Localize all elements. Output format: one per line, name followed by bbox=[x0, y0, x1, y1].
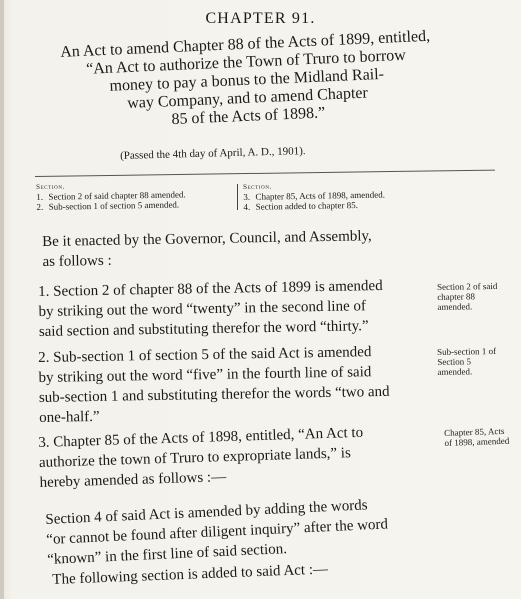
chapter-title: CHAPTER 91. bbox=[205, 10, 316, 27]
section-1-text: 1. Section 2 of chapter 88 of the Acts of 1899 is amended by striking out the word “twenty” in the second line of said section and substituting therefor the word “thirty.” bbox=[38, 277, 383, 340]
section-3-margin-note: Chapter 85, Acts of 1898, amended bbox=[444, 425, 510, 448]
contents-item-number: 1. bbox=[36, 191, 44, 202]
page-binding-edge bbox=[0, 0, 4, 599]
divider-rule bbox=[35, 170, 495, 177]
contents-item-number: 4. bbox=[243, 201, 251, 212]
passed-date: (Passed the 4th day of April, A. D., 1901). bbox=[120, 145, 306, 162]
contents-item bbox=[243, 200, 385, 212]
section-3-text: 3. Chapter 85 of the Acts of 1898, entitled, “An Act to authorize the town of Truro to expropriate lands,” is hereby amended as follows :— bbox=[38, 424, 364, 491]
contents-right bbox=[243, 180, 385, 212]
contents-right-heading: Section. bbox=[243, 182, 272, 191]
section-4-amendment-text: Section 4 of said Act is amended by adding the words “or cannot be found after diligent inquiry” after the word “known” in the first line of said section. bbox=[45, 497, 389, 568]
contents-item-text: Section added to chapter 85. bbox=[255, 199, 358, 212]
contents-left bbox=[36, 179, 186, 212]
contents-separator bbox=[237, 184, 238, 210]
contents-item-text: Chapter 85, Acts of 1898, amended. bbox=[255, 189, 386, 202]
contents-item-text: Section 2 of said chapter 88 amended. bbox=[48, 189, 186, 202]
contents-item-number: 3. bbox=[243, 191, 251, 202]
added-section-intro: The following section is added to said Act :— bbox=[52, 561, 329, 588]
contents-left-heading: Section. bbox=[36, 182, 65, 191]
section-1-margin-note: Section 2 of said chapter 88 amended. bbox=[437, 280, 498, 312]
enacting-clause: Be it enacted by the Governor, Council, and Assembly, as follows : bbox=[42, 228, 372, 270]
contents-item bbox=[36, 199, 186, 212]
section-2-margin-note: Sub-section 1 of Section 5 amended. bbox=[437, 345, 497, 377]
act-title: An Act to amend Chapter 88 of the Acts of 1899, entitled, “An Act to authorize the Town of Truro to borrow money to pay a bonus to the Midland Rail- way Company, and to amend Chapter 85 of the Acts of 1898.” bbox=[59, 27, 431, 129]
contents-item-number: 2. bbox=[36, 201, 44, 212]
contents-item-text: Sub-section 1 of section 5 amended. bbox=[48, 199, 180, 212]
section-2-text: 2. Sub-section 1 of section 5 of the said Act is amended by striking out the word “five” in the fourth line of said sub-section 1 and substituting therefor the words “two and one-half.” bbox=[38, 344, 390, 426]
